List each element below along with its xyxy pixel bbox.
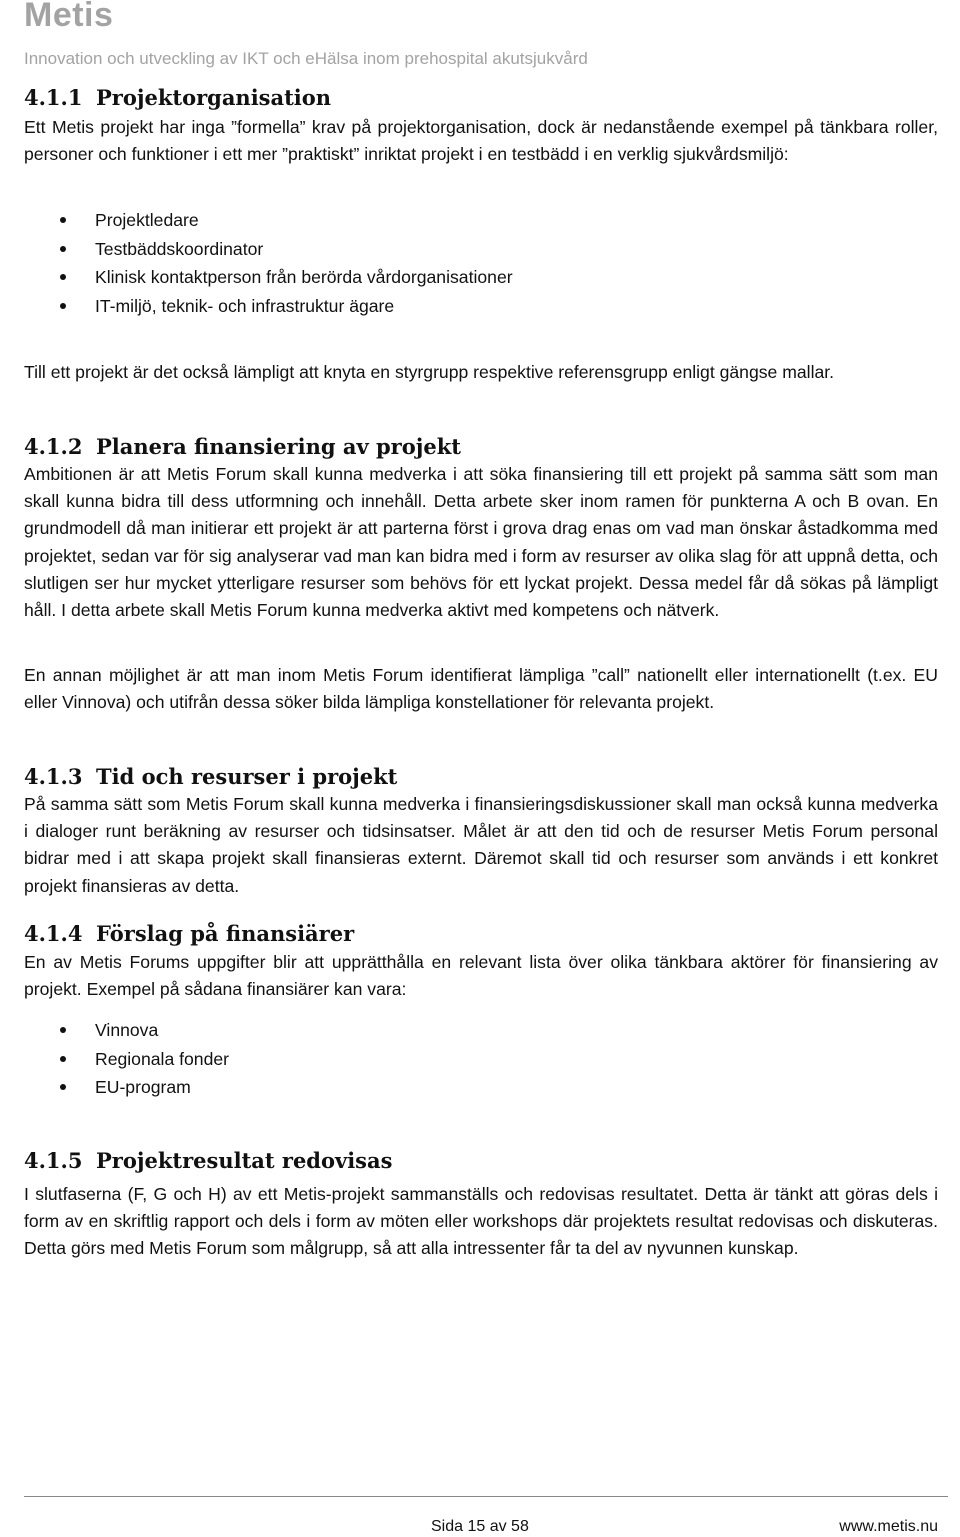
section-title: Planera finansiering av projekt (96, 434, 461, 459)
section-number: 4.1.3 (24, 764, 83, 789)
paragraph-finansiarer-intro: En av Metis Forums uppgifter blir att upprätthålla en relevant lista över olika tänkbara aktörer för finansiering av projekt. Exempel på sådana finansiärer kan vara: (24, 952, 938, 1000)
list-item: IT-miljö, teknik- och infrastruktur ägare (60, 292, 513, 321)
section-title: Projektorganisation (96, 85, 332, 110)
header-subtitle: Innovation och utveckling av IKT och eHälsa inom prehospital akutsjukvård (24, 49, 588, 68)
section-number: 4.1.2 (24, 434, 83, 459)
section-number: 4.1.4 (24, 921, 83, 946)
list-item: Vinnova (60, 1016, 229, 1045)
paragraph-projektresultat: I slutfaserna (F, G och H) av ett Metis-projekt sammanställs och redovisas resultatet. Detta är tänkt att göras dels i form av en skriftlig rapport och dels i form av möten eller workshops där projektets resultat redovisas och diskuteras. Detta görs med Metis Forum som målgrupp, så att alla intressenter får ta del av nyvunnen kunskap. (24, 1184, 938, 1259)
section-heading-projektresultat (24, 1148, 392, 1173)
section-heading-tid-och-resurser (24, 764, 397, 789)
section-heading-projektorganisation (24, 85, 331, 110)
section-heading-forslag-pa-finansiarer (24, 921, 354, 946)
list-item: EU-program (60, 1073, 229, 1102)
list-item: Testbäddskoordinator (60, 235, 513, 264)
section-heading-planera-finansiering (24, 434, 461, 459)
list-item: Klinisk kontaktperson från berörda vårdorganisationer (60, 263, 513, 292)
funders-list (60, 1016, 229, 1102)
roles-list (60, 206, 513, 320)
paragraph-finansiering-1: Ambitionen är att Metis Forum skall kunna medverka i att söka finansiering till ett projekt på samma sätt som man skall kunna bidra till dess utformning och innehåll. Detta arbete sker inom ramen för punkterna A och B ovan. En grundmodell då man initierar ett projekt är att parterna först i grova drag enas om vad man önskar åstadkomma med projektet, sedan var för sig analyserar vad man kan bidra med i form av resurser av olika slag för att uppnå detta, och slutligen ser hur mycket ytterligare resurser som behövs för ett lyckat projekt. Dessa medel får då sökas på lämpligt håll. I detta arbete skall Metis Forum kunna medverka aktivt med kompetens och nätverk. (24, 464, 938, 621)
section-title: Tid och resurser i projekt (96, 764, 398, 789)
paragraph-projektorganisation-intro: Ett Metis projekt har inga ”formella” krav på projektorganisation, dock är nedanstående exempel på tänkbara roller, personer och funktioner i ett mer ”praktiskt” inriktat projekt i en testbädd i en verklig sjukvårdsmiljö: (24, 117, 938, 165)
list-item: Projektledare (60, 206, 513, 235)
section-title: Projektresultat redovisas (96, 1148, 393, 1173)
paragraph-finansiering-2: En annan möjlighet är att man inom Metis Forum identifierat lämpliga ”call” nationellt eller internationellt (t.ex. EU eller Vinnova) och utifrån dessa söker bilda lämpliga konstellationer för relevanta projekt. (24, 665, 938, 713)
paragraph-tid-och-resurser: På samma sätt som Metis Forum skall kunna medverka i finansieringsdiskussioner skall man också kunna medverka i dialoger runt beräkning av resurser och tidsinsatser. Målet är att den tid och de resurser Metis Forum personal bidrar med i att skapa projekt skall finansieras externt. Däremot skall tid och resurser som används i ett konkret projekt finansieras av detta. (24, 794, 938, 896)
header-title: Metis (24, 0, 114, 34)
paragraph-projektorganisation-outro: Till ett projekt är det också lämpligt att knyta en styrgrupp respektive referensgrupp enligt gängse mallar. (24, 362, 835, 382)
section-number: 4.1.1 (24, 85, 83, 110)
page-number: Sida 15 av 58 (431, 1518, 529, 1535)
footer-website-link[interactable]: www.metis.nu (839, 1518, 938, 1535)
footer-divider (24, 1496, 948, 1497)
section-number: 4.1.5 (24, 1148, 83, 1173)
section-title: Förslag på finansiärer (96, 921, 355, 946)
list-item: Regionala fonder (60, 1045, 229, 1074)
